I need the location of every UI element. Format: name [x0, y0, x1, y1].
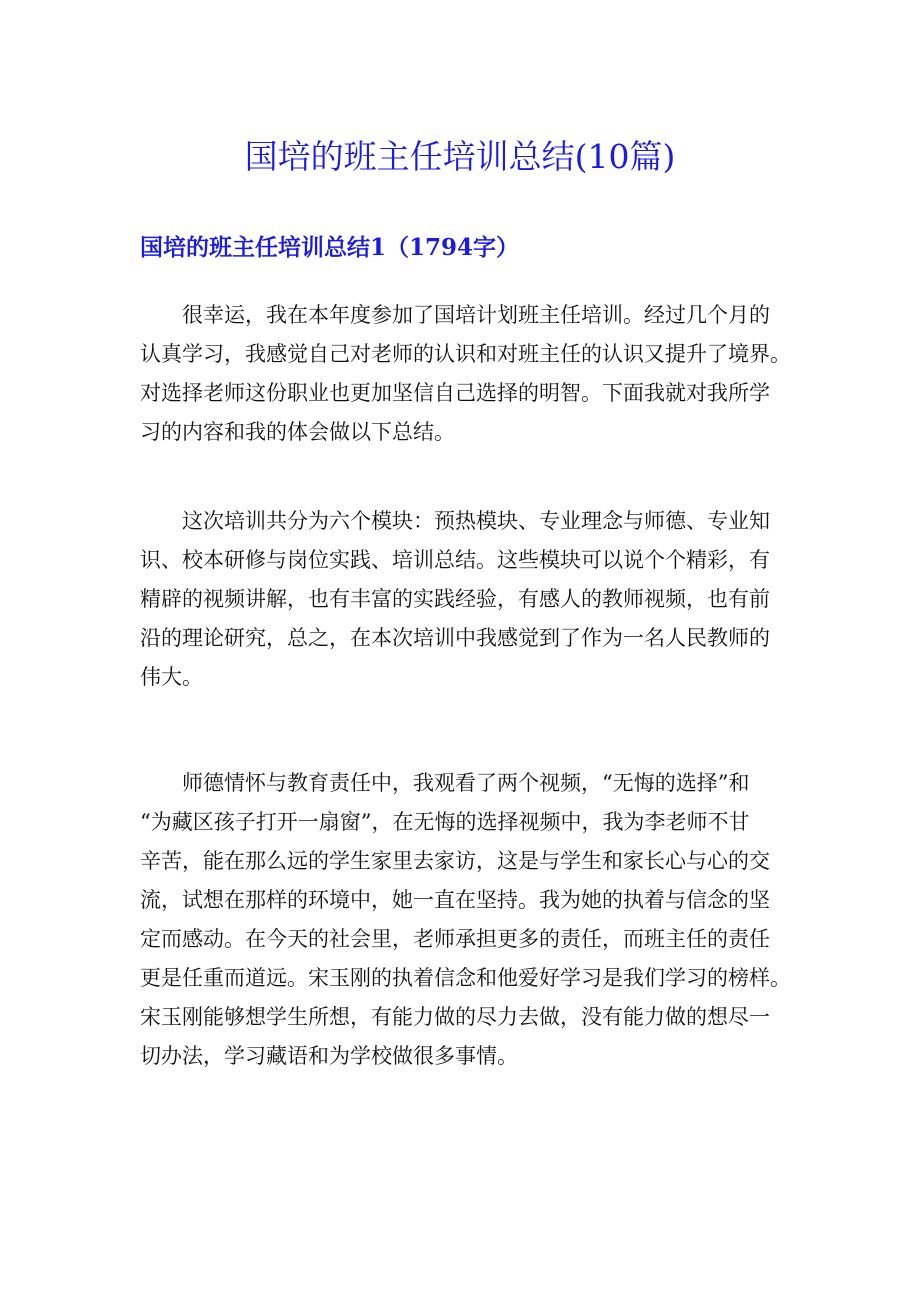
- paragraph-line: 宋玉刚能够想学生所想，有能力做的尽力去做，没有能力做的想尽一: [140, 1005, 770, 1029]
- paragraph-line: 习的内容和我的体会做以下总结。: [140, 420, 455, 444]
- paragraph-line: 识、校本研修与岗位实践、培训总结。这些模块可以说个个精彩，有: [140, 548, 770, 572]
- paragraph-line: 更是任重而道远。宋玉刚的执着信念和他爱好学习是我们学习的榜样。: [140, 966, 791, 990]
- section-heading: 国培的班主任培训总结1（1794字）: [140, 234, 520, 261]
- paragraph-1: [140, 296, 790, 452]
- paragraph-line: 伟大。: [140, 665, 203, 689]
- paragraph-line: 很幸运，我在本年度参加了国培计划班主任培训。经过几个月的: [182, 303, 770, 327]
- document-title: 国培的班主任培训总结(10篇): [244, 137, 676, 176]
- paragraph-3: [140, 764, 790, 1076]
- paragraph-line: 定而感动。在今天的社会里，老师承担更多的责任，而班主任的责任: [140, 927, 770, 951]
- paragraph-line: 沿的理论研究，总之，在本次培训中我感觉到了作为一名人民教师的: [140, 626, 770, 650]
- paragraph-line: 对选择老师这份职业也更加坚信自己选择的明智。下面我就对我所学: [140, 381, 770, 405]
- paragraph-line: “为藏区孩子打开一扇窗”，在无悔的选择视频中，我为李老师不甘: [140, 810, 750, 834]
- paragraph-line: 认真学习，我感觉自己对老师的认识和对班主任的认识又提升了境界。: [140, 342, 791, 366]
- paragraph-line: 流，试想在那样的环境中，她一直在坚持。我为她的执着与信念的坚: [140, 888, 770, 912]
- paragraph-line: 师德情怀与教育责任中，我观看了两个视频，“无悔的选择”和: [182, 771, 750, 795]
- paragraph-line: 这次培训共分为六个模块：预热模块、专业理念与师德、专业知: [182, 509, 770, 533]
- paragraph-2: [140, 502, 790, 697]
- paragraph-line: 辛苦，能在那么远的学生家里去家访，这是与学生和家长心与心的交: [140, 849, 770, 873]
- paragraph-line: 切办法，学习藏语和为学校做很多事情。: [140, 1044, 518, 1068]
- paragraph-line: 精辟的视频讲解，也有丰富的实践经验，有感人的教师视频，也有前: [140, 587, 770, 611]
